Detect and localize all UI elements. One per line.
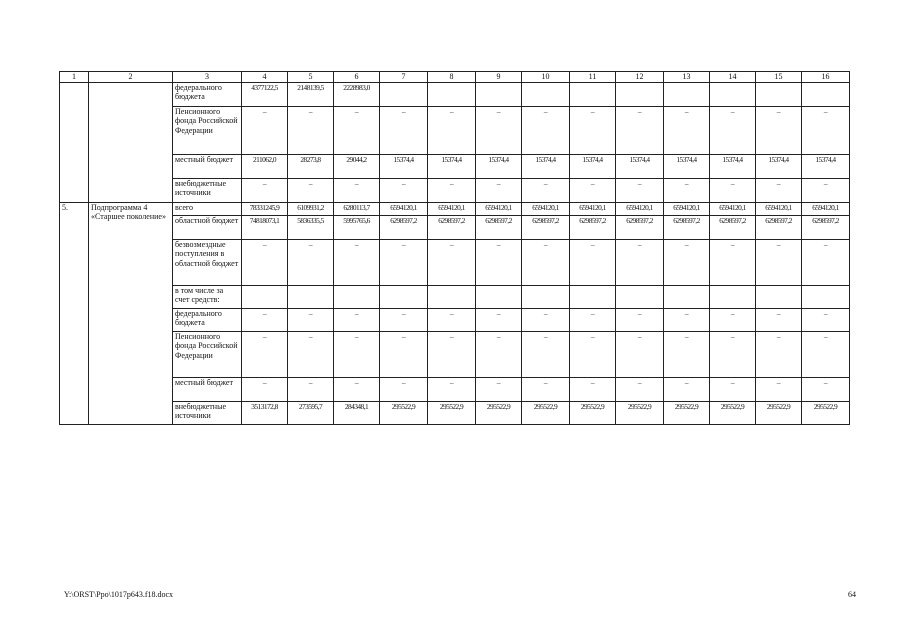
value-cell: – — [802, 331, 850, 377]
value-cell: 6298597,2 — [428, 215, 476, 239]
value-cell: – — [756, 308, 802, 331]
value-cell — [710, 285, 756, 308]
program-number: 5. — [60, 202, 89, 424]
value-cell: 6298597,2 — [476, 215, 522, 239]
value-cell: – — [664, 239, 710, 285]
value-cell: – — [570, 308, 616, 331]
value-cell: – — [242, 331, 288, 377]
value-cell: – — [428, 239, 476, 285]
budget-table — [59, 71, 850, 425]
value-cell: 295522,9 — [802, 401, 850, 424]
value-cell: 295522,9 — [428, 401, 476, 424]
value-cell: – — [242, 239, 288, 285]
value-cell: – — [616, 239, 664, 285]
value-cell: 6594120,1 — [570, 202, 616, 215]
page-number: 64 — [848, 590, 856, 599]
header-cell: 11 — [570, 72, 616, 83]
table-row — [60, 215, 850, 239]
value-cell: – — [664, 106, 710, 154]
value-cell: – — [242, 377, 288, 401]
value-cell: 295522,9 — [756, 401, 802, 424]
value-cell: 6594120,1 — [428, 202, 476, 215]
value-cell: 15374,4 — [664, 154, 710, 178]
value-cell: 6594120,1 — [710, 202, 756, 215]
funding-source-label: безвозмездные поступления в областной бюджет — [173, 239, 242, 285]
table-row — [60, 82, 850, 106]
value-cell: – — [288, 239, 334, 285]
value-cell: 15374,4 — [756, 154, 802, 178]
header-cell: 3 — [173, 72, 242, 83]
value-cell: – — [380, 377, 428, 401]
value-cell: 15374,4 — [380, 154, 428, 178]
value-cell: – — [756, 331, 802, 377]
value-cell — [522, 285, 570, 308]
value-cell: 15374,4 — [570, 154, 616, 178]
value-cell: – — [710, 308, 756, 331]
value-cell — [802, 82, 850, 106]
value-cell: 78331245,9 — [242, 202, 288, 215]
value-cell — [242, 285, 288, 308]
value-cell: – — [334, 239, 380, 285]
value-cell: 6280113,7 — [334, 202, 380, 215]
funding-source-label: внебюджетные источники — [173, 401, 242, 424]
value-cell: 6298597,2 — [522, 215, 570, 239]
value-cell: – — [428, 106, 476, 154]
value-cell: – — [242, 178, 288, 202]
value-cell: 211062,0 — [242, 154, 288, 178]
value-cell: – — [380, 331, 428, 377]
value-cell: – — [288, 377, 334, 401]
value-cell: – — [710, 239, 756, 285]
table-row — [60, 106, 850, 154]
value-cell: 15374,4 — [428, 154, 476, 178]
value-cell — [570, 285, 616, 308]
value-cell: – — [802, 106, 850, 154]
value-cell: – — [288, 308, 334, 331]
value-cell — [380, 285, 428, 308]
value-cell: – — [522, 106, 570, 154]
value-cell: 295522,9 — [710, 401, 756, 424]
value-cell: 6298597,2 — [756, 215, 802, 239]
value-cell: – — [476, 331, 522, 377]
value-cell: 3513172,8 — [242, 401, 288, 424]
value-cell: 6298597,2 — [664, 215, 710, 239]
value-cell: – — [616, 106, 664, 154]
value-cell — [380, 82, 428, 106]
value-cell: – — [380, 308, 428, 331]
value-cell: 6298597,2 — [570, 215, 616, 239]
value-cell: 295522,9 — [476, 401, 522, 424]
value-cell: 4377122,5 — [242, 82, 288, 106]
header-cell: 15 — [756, 72, 802, 83]
value-cell: – — [616, 377, 664, 401]
continued-number-cell — [60, 82, 89, 202]
value-cell: – — [242, 308, 288, 331]
funding-source-label: в том числе за счет средств: — [173, 285, 242, 308]
value-cell: – — [476, 106, 522, 154]
value-cell: 2148139,5 — [288, 82, 334, 106]
value-cell: – — [428, 308, 476, 331]
header-cell: 14 — [710, 72, 756, 83]
table-header-row — [60, 72, 850, 83]
value-cell: – — [570, 377, 616, 401]
value-cell: – — [334, 178, 380, 202]
value-cell: – — [242, 106, 288, 154]
value-cell: – — [616, 308, 664, 331]
value-cell: – — [334, 106, 380, 154]
value-cell — [428, 285, 476, 308]
value-cell: 6109931,2 — [288, 202, 334, 215]
value-cell: 295522,9 — [570, 401, 616, 424]
value-cell: – — [570, 239, 616, 285]
funding-source-label: всего — [173, 202, 242, 215]
value-cell: 6298597,2 — [802, 215, 850, 239]
funding-source-label: местный бюджет — [173, 377, 242, 401]
value-cell — [570, 82, 616, 106]
program-name: Подпрограмма 4 «Старшее поколение» — [89, 202, 173, 424]
value-cell: 295522,9 — [380, 401, 428, 424]
funding-source-label: Пенсионного фонда Российской Федерации — [173, 331, 242, 377]
value-cell: 6594120,1 — [756, 202, 802, 215]
table-row — [60, 202, 850, 215]
value-cell: – — [616, 178, 664, 202]
value-cell: – — [476, 178, 522, 202]
value-cell: – — [522, 377, 570, 401]
value-cell: – — [664, 377, 710, 401]
value-cell: – — [476, 239, 522, 285]
value-cell: – — [710, 106, 756, 154]
value-cell: – — [756, 178, 802, 202]
value-cell: – — [288, 331, 334, 377]
footer-file-path: Y:\ORST\Ppo\1017p643.f18.docx — [64, 590, 174, 599]
value-cell: – — [522, 178, 570, 202]
value-cell: 28273,8 — [288, 154, 334, 178]
value-cell: 5995765,6 — [334, 215, 380, 239]
value-cell: – — [802, 377, 850, 401]
value-cell — [756, 82, 802, 106]
value-cell: 6298597,2 — [380, 215, 428, 239]
value-cell: – — [428, 178, 476, 202]
value-cell: – — [570, 331, 616, 377]
table-row — [60, 239, 850, 285]
value-cell: – — [710, 331, 756, 377]
header-cell: 16 — [802, 72, 850, 83]
funding-source-label: областной бюджет — [173, 215, 242, 239]
funding-source-label: федерального бюджета — [173, 308, 242, 331]
value-cell: 273595,7 — [288, 401, 334, 424]
header-cell: 5 — [288, 72, 334, 83]
value-cell: – — [380, 239, 428, 285]
value-cell: – — [380, 106, 428, 154]
value-cell: 15374,4 — [616, 154, 664, 178]
header-cell: 1 — [60, 72, 89, 83]
value-cell: – — [522, 308, 570, 331]
funding-source-label: Пенсионного фонда Российской Федерации — [173, 106, 242, 154]
value-cell: – — [570, 106, 616, 154]
value-cell: – — [476, 377, 522, 401]
value-cell: – — [288, 106, 334, 154]
table-row — [60, 308, 850, 331]
value-cell — [476, 82, 522, 106]
value-cell: 6594120,1 — [802, 202, 850, 215]
value-cell: 6298597,2 — [710, 215, 756, 239]
value-cell: 295522,9 — [616, 401, 664, 424]
value-cell — [802, 285, 850, 308]
header-cell: 6 — [334, 72, 380, 83]
table-row — [60, 377, 850, 401]
value-cell: – — [428, 331, 476, 377]
continued-name-cell — [89, 82, 173, 202]
value-cell: – — [522, 239, 570, 285]
value-cell: – — [710, 178, 756, 202]
value-cell: 6594120,1 — [380, 202, 428, 215]
table-row — [60, 154, 850, 178]
value-cell: – — [756, 106, 802, 154]
value-cell: 15374,4 — [522, 154, 570, 178]
value-cell: – — [380, 178, 428, 202]
value-cell: – — [428, 377, 476, 401]
value-cell: – — [756, 377, 802, 401]
header-cell: 13 — [664, 72, 710, 83]
value-cell: – — [334, 377, 380, 401]
header-cell: 10 — [522, 72, 570, 83]
value-cell: – — [334, 308, 380, 331]
header-cell: 2 — [89, 72, 173, 83]
value-cell — [428, 82, 476, 106]
value-cell: – — [334, 331, 380, 377]
value-cell: – — [664, 331, 710, 377]
value-cell: 6594120,1 — [664, 202, 710, 215]
value-cell — [334, 285, 380, 308]
value-cell: 5836335,5 — [288, 215, 334, 239]
value-cell: – — [522, 331, 570, 377]
value-cell: – — [476, 308, 522, 331]
table-row — [60, 285, 850, 308]
value-cell: 6594120,1 — [616, 202, 664, 215]
value-cell: – — [802, 308, 850, 331]
value-cell: – — [664, 178, 710, 202]
value-cell: – — [616, 331, 664, 377]
value-cell: – — [802, 239, 850, 285]
value-cell: 15374,4 — [802, 154, 850, 178]
value-cell: 15374,4 — [476, 154, 522, 178]
value-cell — [664, 82, 710, 106]
value-cell: 6594120,1 — [522, 202, 570, 215]
value-cell: 6298597,2 — [616, 215, 664, 239]
header-cell: 12 — [616, 72, 664, 83]
funding-source-label: федерального бюджета — [173, 82, 242, 106]
value-cell — [664, 285, 710, 308]
funding-source-label: внебюджетные источники — [173, 178, 242, 202]
value-cell: 2228983,0 — [334, 82, 380, 106]
value-cell: 29044,2 — [334, 154, 380, 178]
value-cell — [288, 285, 334, 308]
value-cell: – — [802, 178, 850, 202]
table-row — [60, 178, 850, 202]
value-cell — [522, 82, 570, 106]
value-cell — [476, 285, 522, 308]
value-cell: – — [710, 377, 756, 401]
value-cell — [756, 285, 802, 308]
value-cell: 15374,4 — [710, 154, 756, 178]
header-cell: 8 — [428, 72, 476, 83]
value-cell: 74818073,1 — [242, 215, 288, 239]
table-row — [60, 331, 850, 377]
value-cell: 284348,1 — [334, 401, 380, 424]
value-cell: – — [756, 239, 802, 285]
value-cell: – — [288, 178, 334, 202]
header-cell: 9 — [476, 72, 522, 83]
value-cell — [616, 285, 664, 308]
value-cell: – — [664, 308, 710, 331]
table-row — [60, 401, 850, 424]
value-cell: 295522,9 — [664, 401, 710, 424]
value-cell — [616, 82, 664, 106]
header-cell: 7 — [380, 72, 428, 83]
header-cell: 4 — [242, 72, 288, 83]
value-cell — [710, 82, 756, 106]
value-cell: 295522,9 — [522, 401, 570, 424]
funding-source-label: местный бюджет — [173, 154, 242, 178]
value-cell: – — [570, 178, 616, 202]
value-cell: 6594120,1 — [476, 202, 522, 215]
